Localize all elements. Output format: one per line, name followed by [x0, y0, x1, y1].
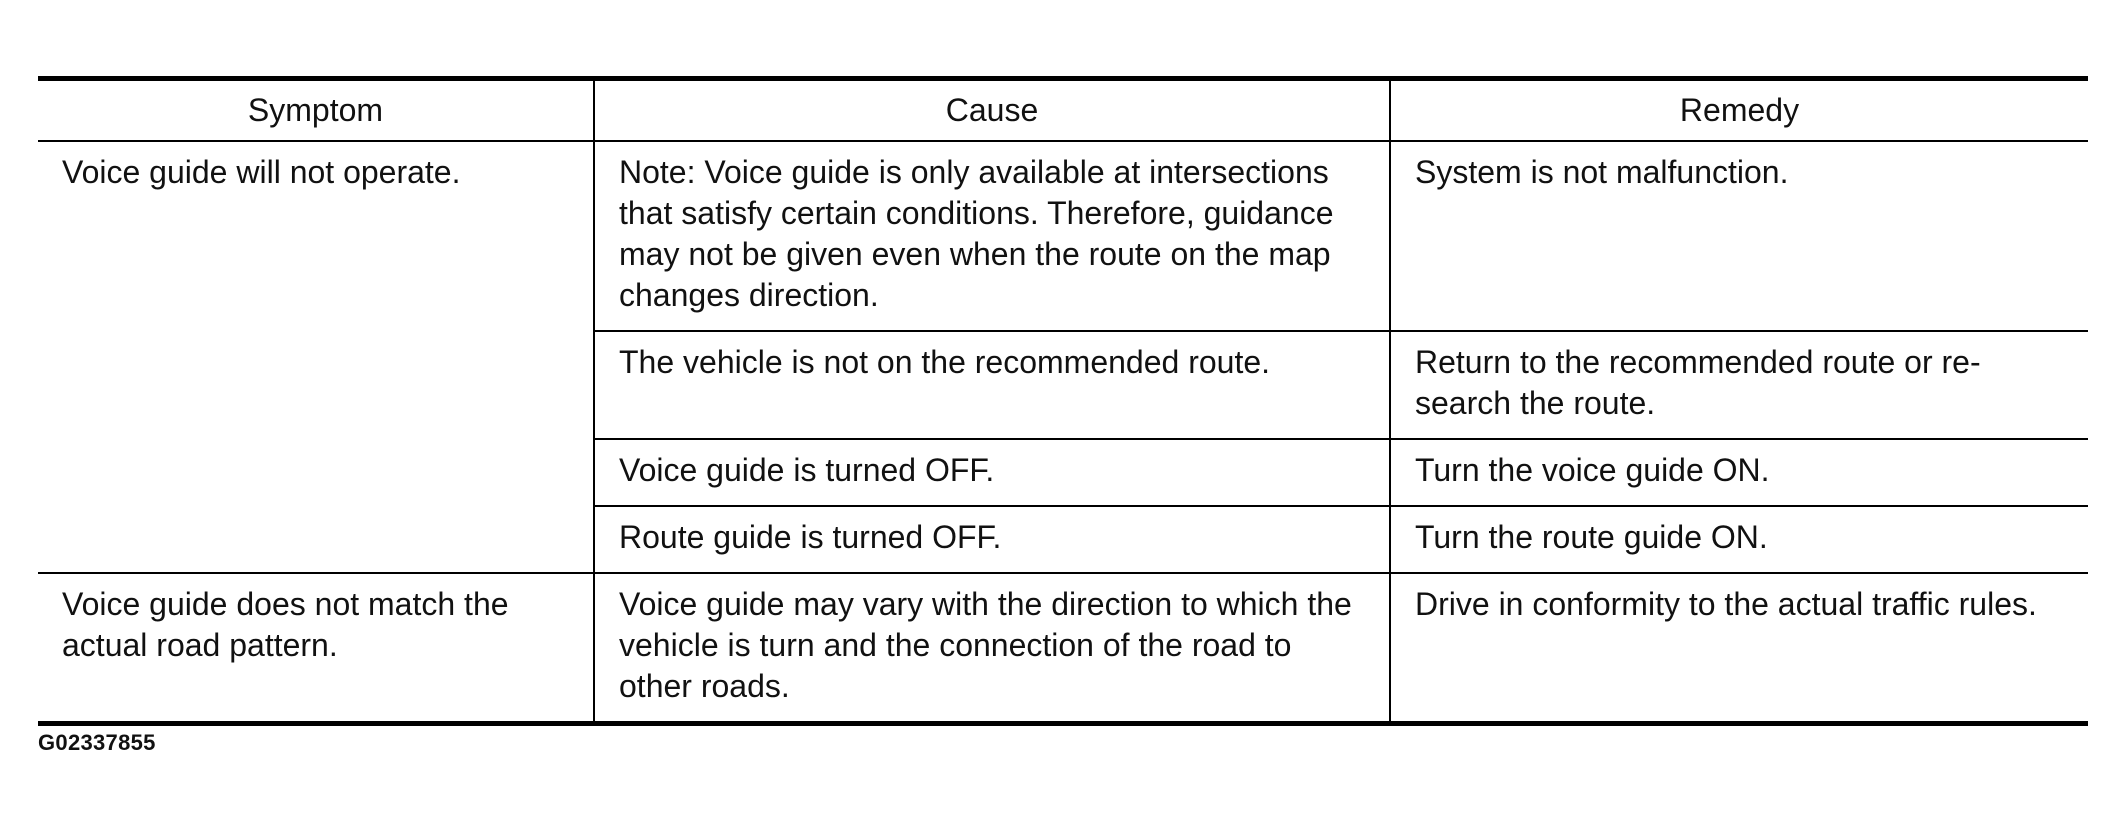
table-row: [38, 141, 2088, 331]
figure-id: G02337855: [38, 730, 156, 755]
header-remedy: Remedy: [1390, 79, 2088, 142]
troubleshooting-table: [38, 76, 2088, 726]
symptom-cell: Voice guide does not match the actual road pattern.: [38, 573, 594, 724]
remedy-cell: Return to the recommended route or re-search the route.: [1390, 331, 2088, 439]
cause-cell: Voice guide is turned OFF.: [594, 439, 1390, 506]
table-header-row: [38, 79, 2088, 142]
cause-cell: Voice guide may vary with the direction to which the vehicle is turn and the connection of the road to other roads.: [594, 573, 1390, 724]
remedy-cell: System is not malfunction.: [1390, 141, 2088, 331]
remedy-cell: Turn the route guide ON.: [1390, 506, 2088, 573]
cause-cell: Note: Voice guide is only available at intersections that satisfy certain conditions. Therefore, guidance may not be given even when the route on the map changes direction.: [594, 141, 1390, 331]
remedy-cell: Turn the voice guide ON.: [1390, 439, 2088, 506]
header-cause: Cause: [594, 79, 1390, 142]
remedy-cell: Drive in conformity to the actual traffic rules.: [1390, 573, 2088, 724]
cause-cell: Route guide is turned OFF.: [594, 506, 1390, 573]
symptom-cell: Voice guide will not operate.: [38, 141, 594, 573]
table-row: [38, 573, 2088, 724]
cause-cell: The vehicle is not on the recommended route.: [594, 331, 1390, 439]
header-symptom: Symptom: [38, 79, 594, 142]
